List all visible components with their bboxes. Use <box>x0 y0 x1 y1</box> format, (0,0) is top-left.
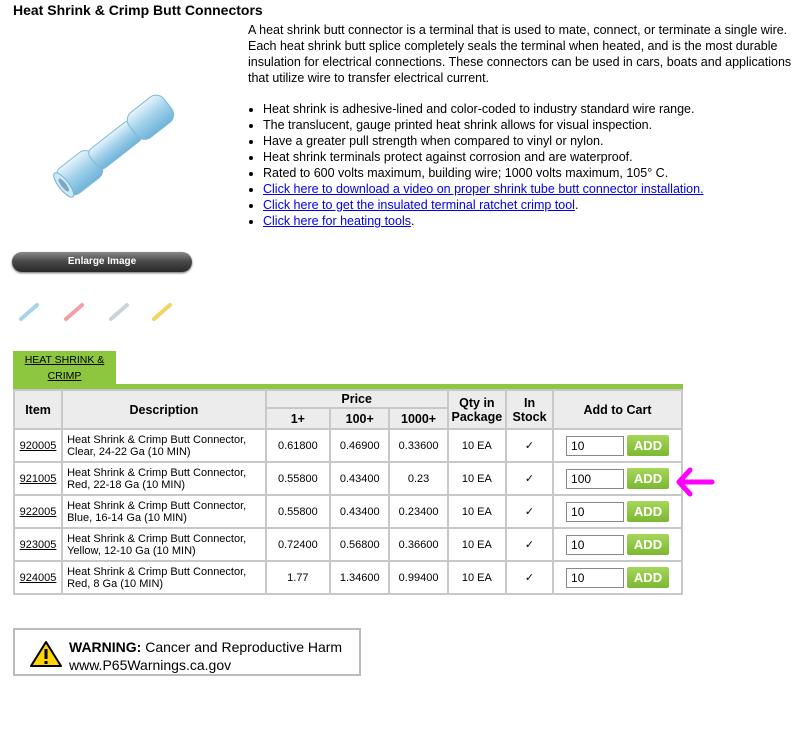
quantity-input[interactable] <box>566 469 624 489</box>
warning-message: Cancer and Reproductive Harm <box>141 639 343 655</box>
price-1-cell: 1.77 <box>266 561 330 594</box>
heating-tools-link[interactable]: Click here for heating tools <box>263 214 411 228</box>
add-button[interactable]: ADD <box>627 501 669 522</box>
header-qty-line1: Qty in <box>459 395 495 410</box>
price-100-cell: 0.43400 <box>330 495 389 528</box>
price-100-cell: 0.43400 <box>330 462 389 495</box>
item-number-link[interactable]: 922005 <box>19 505 57 518</box>
package-cell: 10 EA <box>448 561 506 594</box>
product-image[interactable] <box>40 85 190 205</box>
table-row <box>14 429 682 462</box>
price-1-cell: 0.55800 <box>266 462 330 495</box>
table-row <box>14 495 682 528</box>
quantity-input[interactable] <box>566 535 624 555</box>
tab-heat-shrink-crimp[interactable] <box>13 351 116 385</box>
price-100-cell: 1.34600 <box>330 561 389 594</box>
description-cell <box>62 495 266 528</box>
product-description <box>248 22 793 229</box>
period: . <box>411 214 415 228</box>
description-text: A heat shrink butt connector is a terminal that is used to mate, connect, or terminate a single wire. Each heat shrink butt splice completely seals the terminal when heated, and is the most durable insulation for electrical connections. These connectors can be used in cars, boats and applications that utilize wire to transfer electrical current. <box>248 23 792 85</box>
add-button[interactable]: ADD <box>627 567 669 588</box>
add-to-cart-cell <box>553 462 682 495</box>
package-cell: 10 EA <box>448 462 506 495</box>
description-cell <box>62 429 266 462</box>
warning-triangle-icon <box>29 640 63 668</box>
feature-item: • Have a greater pull strength when compared to vinyl or nylon. <box>263 133 793 149</box>
in-stock-check: ✓ <box>506 462 553 495</box>
price-100-cell: 0.56800 <box>330 528 389 561</box>
header-qty-package <box>448 390 506 429</box>
in-stock-check: ✓ <box>506 561 553 594</box>
item-cell <box>14 462 62 495</box>
price-1000-cell: 0.36600 <box>389 528 447 561</box>
enlarge-image-button[interactable]: Enlarge Image <box>12 252 192 272</box>
crimp-tool-link-item <box>263 197 793 213</box>
price-1-cell: 0.55800 <box>266 495 330 528</box>
header-in-stock <box>506 390 553 429</box>
add-button[interactable]: ADD <box>627 468 669 489</box>
price-1000-cell: 0.99400 <box>389 561 447 594</box>
add-button[interactable]: ADD <box>627 534 669 555</box>
item-number-link[interactable]: 923005 <box>19 538 57 551</box>
package-cell: 10 EA <box>448 429 506 462</box>
table-row <box>14 462 682 495</box>
quantity-input[interactable] <box>566 568 624 588</box>
price-1000-cell: 0.23400 <box>389 495 447 528</box>
quantity-input[interactable] <box>566 436 624 456</box>
add-button[interactable]: ADD <box>627 435 669 456</box>
feature-list <box>248 101 793 229</box>
description-line1: Heat Shrink & Crimp Butt Connector, <box>67 565 247 578</box>
product-table <box>13 389 683 595</box>
description-line1: Heat Shrink & Crimp Butt Connector, <box>67 433 247 446</box>
video-link-item <box>263 181 793 197</box>
quantity-input[interactable] <box>566 502 624 522</box>
description-cell <box>62 561 266 594</box>
header-stock-line2: Stock <box>512 409 547 424</box>
add-to-cart-cell <box>553 429 682 462</box>
warning-text <box>69 638 342 674</box>
warning-url: www.P65Warnings.ca.gov <box>69 657 232 673</box>
feature-item: • Heat shrink terminals protect against corrosion and are waterproof. <box>263 149 793 165</box>
feature-item: • Heat shrink is adhesive-lined and color-coded to industry standard wire range. <box>263 101 793 117</box>
description-line2: Red, 22-18 Ga (10 MIN) <box>67 478 186 491</box>
thumbnail-red[interactable] <box>63 302 85 322</box>
header-price: Price <box>266 390 448 408</box>
in-stock-check: ✓ <box>506 429 553 462</box>
item-number-link[interactable]: 921005 <box>19 472 57 485</box>
item-cell <box>14 429 62 462</box>
item-cell <box>14 495 62 528</box>
add-to-cart-cell <box>553 495 682 528</box>
feature-item: • Rated to 600 volts maximum, building wire; 1000 volts maximum, 105° C. <box>263 165 793 181</box>
description-cell <box>62 462 266 495</box>
table-row <box>14 561 682 594</box>
header-item: Item <box>14 390 62 429</box>
tab-label-line2: CRIMP <box>47 370 82 382</box>
thumbnail-blue[interactable] <box>108 302 130 322</box>
package-cell: 10 EA <box>448 495 506 528</box>
item-cell <box>14 528 62 561</box>
description-line1: Heat Shrink & Crimp Butt Connector, <box>67 499 247 512</box>
item-cell <box>14 561 62 594</box>
table-row <box>14 528 682 561</box>
price-1000-cell: 0.23 <box>389 462 447 495</box>
video-link[interactable]: Click here to download a video on proper shrink tube butt connector installation. <box>263 182 704 196</box>
description-cell <box>62 528 266 561</box>
package-cell: 10 EA <box>448 528 506 561</box>
header-qty-line2: Package <box>451 409 503 424</box>
description-line2: Clear, 24-22 Ga (10 MIN) <box>67 445 191 458</box>
arrow-annotation-icon <box>676 462 716 498</box>
add-to-cart-cell <box>553 561 682 594</box>
prop65-warning <box>13 628 361 676</box>
header-description: Description <box>62 390 266 429</box>
price-1000-cell: 0.33600 <box>389 429 447 462</box>
period: . <box>574 198 579 212</box>
description-line2: Blue, 16-14 Ga (10 MIN) <box>67 511 187 524</box>
item-number-link[interactable]: 924005 <box>19 571 57 584</box>
description-line1: Heat Shrink & Crimp Butt Connector, <box>67 466 247 479</box>
price-100-cell: 0.46900 <box>330 429 389 462</box>
price-1-cell: 0.61800 <box>266 429 330 462</box>
header-price-100: 100+ <box>330 408 389 429</box>
header-add-to-cart: Add to Cart <box>553 390 682 429</box>
thumbnail-yellow[interactable] <box>151 302 173 322</box>
header-price-1000: 1000+ <box>389 408 447 429</box>
price-1-cell: 0.72400 <box>266 528 330 561</box>
item-number-link[interactable]: 920005 <box>19 439 57 452</box>
warning-label: WARNING: <box>69 639 142 655</box>
feature-item: • The translucent, gauge printed heat shrink allows for visual inspection. <box>263 117 793 133</box>
in-stock-check: ✓ <box>506 528 553 561</box>
crimp-tool-link[interactable]: Click here to get the insulated terminal ratchet crimp tool <box>263 198 575 212</box>
header-price-1: 1+ <box>266 408 330 429</box>
heating-tools-link-item <box>263 213 793 229</box>
description-line1: Heat Shrink & Crimp Butt Connector, <box>67 532 247 545</box>
header-stock-line1: In <box>523 395 536 410</box>
in-stock-check: ✓ <box>506 495 553 528</box>
description-line2: Red, 8 Ga (10 MIN) <box>67 577 164 590</box>
tab-label-line1: HEAT SHRINK & <box>24 354 105 366</box>
add-to-cart-cell <box>553 528 682 561</box>
description-line2: Yellow, 12-10 Ga (10 MIN) <box>67 544 196 557</box>
thumbnail-clear[interactable] <box>18 302 40 322</box>
page-title: Heat Shrink & Crimp Butt Connectors <box>13 2 263 18</box>
